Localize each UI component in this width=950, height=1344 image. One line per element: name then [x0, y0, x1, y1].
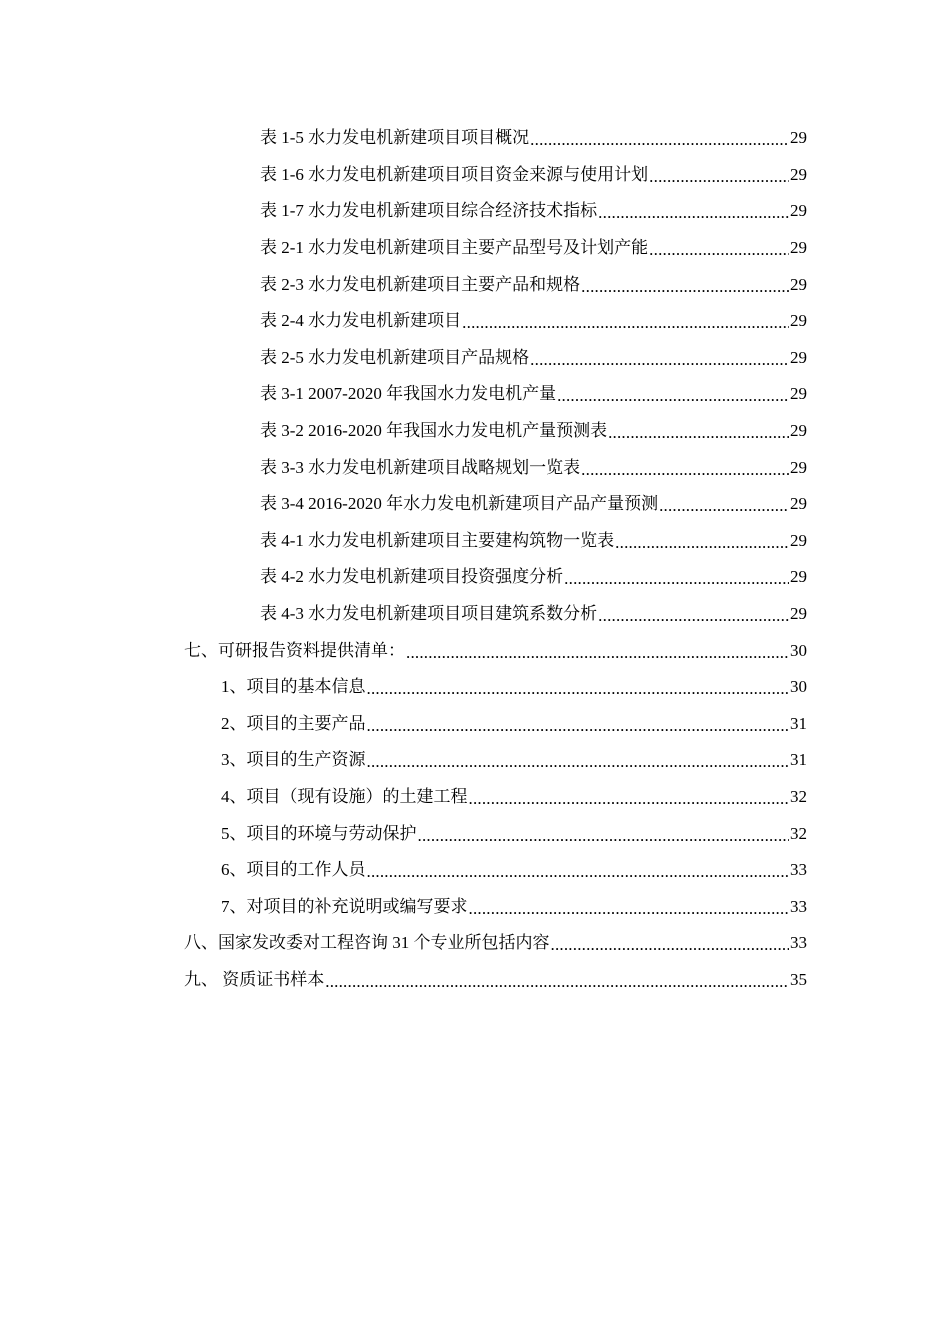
toc-page-number: 30	[790, 640, 807, 660]
toc-dot-leader	[649, 165, 789, 189]
toc-entry[interactable]	[0, 706, 950, 743]
toc-entry-section[interactable]	[0, 925, 950, 962]
toc-page-number: 29	[790, 274, 807, 294]
toc-entry-label: 表 2-1 水力发电机新建项目主要产品型号及计划产能	[260, 238, 649, 258]
toc-dot-leader	[581, 275, 789, 299]
toc-entry-label: 表 2-5 水力发电机新建项目产品规格	[260, 347, 530, 367]
toc-dot-leader	[649, 238, 789, 262]
toc-page-number: 29	[790, 164, 807, 184]
toc-page-number: 32	[790, 823, 807, 843]
toc-entry-label: 7、对项目的补充说明或编写要求	[221, 896, 468, 916]
toc-entry-label: 2、项目的主要产品	[221, 713, 366, 733]
toc-entry-label: 表 4-2 水力发电机新建项目投资强度分析	[260, 567, 564, 587]
toc-entry[interactable]	[0, 742, 950, 779]
toc-page-number: 29	[790, 347, 807, 367]
toc-entry[interactable]	[0, 888, 950, 925]
toc-page-number: 29	[790, 604, 807, 624]
toc-entry-label: 八、国家发改委对工程咨询 31 个专业所包括内容	[184, 933, 550, 953]
toc-entry[interactable]	[0, 779, 950, 816]
toc-dot-leader	[469, 897, 790, 921]
toc-entry-label: 表 3-3 水力发电机新建项目战略规划一览表	[260, 457, 581, 477]
toc-dot-leader	[615, 531, 789, 555]
toc-entry[interactable]	[0, 120, 950, 157]
toc-dot-leader	[367, 750, 790, 774]
toc-dot-leader	[367, 677, 790, 701]
toc-entry-label: 七、可研报告资料提供清单：	[184, 640, 405, 660]
toc-page-number: 35	[790, 969, 807, 989]
toc-entry-label: 表 3-4 2016-2020 年水力发电机新建项目产品产量预测	[260, 494, 659, 514]
toc-dot-leader	[659, 494, 789, 518]
toc-entry[interactable]	[0, 596, 950, 633]
toc-entry-label: 5、项目的环境与劳动保护	[221, 823, 417, 843]
toc-page-number: 29	[790, 201, 807, 221]
toc-dot-leader	[581, 458, 789, 482]
toc-dot-leader	[462, 311, 789, 335]
toc-entry[interactable]	[0, 523, 950, 560]
toc-entry[interactable]	[0, 669, 950, 706]
toc-page-number: 29	[790, 421, 807, 441]
toc-page-number: 29	[790, 128, 807, 148]
toc-entry-label: 6、项目的工作人员	[221, 860, 366, 880]
toc-dot-leader	[406, 641, 789, 665]
toc-entry[interactable]	[0, 413, 950, 450]
toc-dot-leader	[367, 714, 790, 738]
toc-entry[interactable]	[0, 193, 950, 230]
toc-page-number: 32	[790, 786, 807, 806]
toc-dot-leader	[530, 128, 789, 152]
toc-dot-leader	[551, 933, 790, 957]
toc-entry[interactable]	[0, 266, 950, 303]
toc-page-number: 29	[790, 457, 807, 477]
toc-entry-label: 3、项目的生产资源	[221, 750, 366, 770]
toc-entry-label: 4、项目（现有设施）的土建工程	[221, 786, 468, 806]
toc-entry-label: 1、项目的基本信息	[221, 677, 366, 697]
toc-entry[interactable]	[0, 815, 950, 852]
toc-entry[interactable]	[0, 449, 950, 486]
toc-entry[interactable]	[0, 340, 950, 377]
toc-entry[interactable]	[0, 303, 950, 340]
table-of-contents	[0, 120, 950, 998]
toc-page-number: 33	[790, 933, 807, 953]
toc-entry-label: 表 1-6 水力发电机新建项目项目资金来源与使用计划	[260, 164, 649, 184]
toc-entry-label: 表 4-3 水力发电机新建项目项目建筑系数分析	[260, 604, 598, 624]
toc-dot-leader	[469, 787, 790, 811]
toc-dot-leader	[598, 604, 789, 628]
toc-page-number: 29	[790, 567, 807, 587]
toc-dot-leader	[325, 970, 789, 994]
toc-entry-label: 表 1-5 水力发电机新建项目项目概况	[260, 128, 530, 148]
toc-dot-leader	[608, 421, 789, 445]
toc-entry-label: 表 3-1 2007-2020 年我国水力发电机产量	[260, 384, 557, 404]
toc-dot-leader	[418, 824, 790, 848]
toc-entry[interactable]	[0, 157, 950, 194]
toc-dot-leader	[557, 384, 789, 408]
toc-entry-label: 九、 资质证书样本	[184, 969, 325, 989]
toc-entry-label: 表 3-2 2016-2020 年我国水力发电机产量预测表	[260, 421, 608, 441]
toc-entry[interactable]	[0, 559, 950, 596]
toc-page-number: 33	[790, 860, 807, 880]
toc-entry-label: 表 1-7 水力发电机新建项目综合经济技术指标	[260, 201, 598, 221]
toc-entry[interactable]	[0, 852, 950, 889]
toc-dot-leader	[530, 348, 789, 372]
toc-dot-leader	[598, 201, 789, 225]
toc-page-number: 29	[790, 384, 807, 404]
toc-page-number: 31	[790, 713, 807, 733]
toc-entry-label: 表 2-4 水力发电机新建项目	[260, 311, 462, 331]
toc-page-number: 29	[790, 530, 807, 550]
toc-page-number: 33	[790, 896, 807, 916]
toc-entry-label: 表 2-3 水力发电机新建项目主要产品和规格	[260, 274, 581, 294]
toc-page-number: 30	[790, 677, 807, 697]
toc-entry-section[interactable]	[0, 962, 950, 999]
toc-entry[interactable]	[0, 376, 950, 413]
toc-dot-leader	[564, 567, 789, 591]
toc-page-number: 29	[790, 238, 807, 258]
toc-entry-label: 表 4-1 水力发电机新建项目主要建构筑物一览表	[260, 530, 615, 550]
toc-page-number: 29	[790, 311, 807, 331]
toc-dot-leader	[367, 860, 790, 884]
toc-entry[interactable]	[0, 486, 950, 523]
toc-entry-section[interactable]	[0, 632, 950, 669]
toc-page-number: 29	[790, 494, 807, 514]
toc-entry[interactable]	[0, 230, 950, 267]
toc-page-number: 31	[790, 750, 807, 770]
